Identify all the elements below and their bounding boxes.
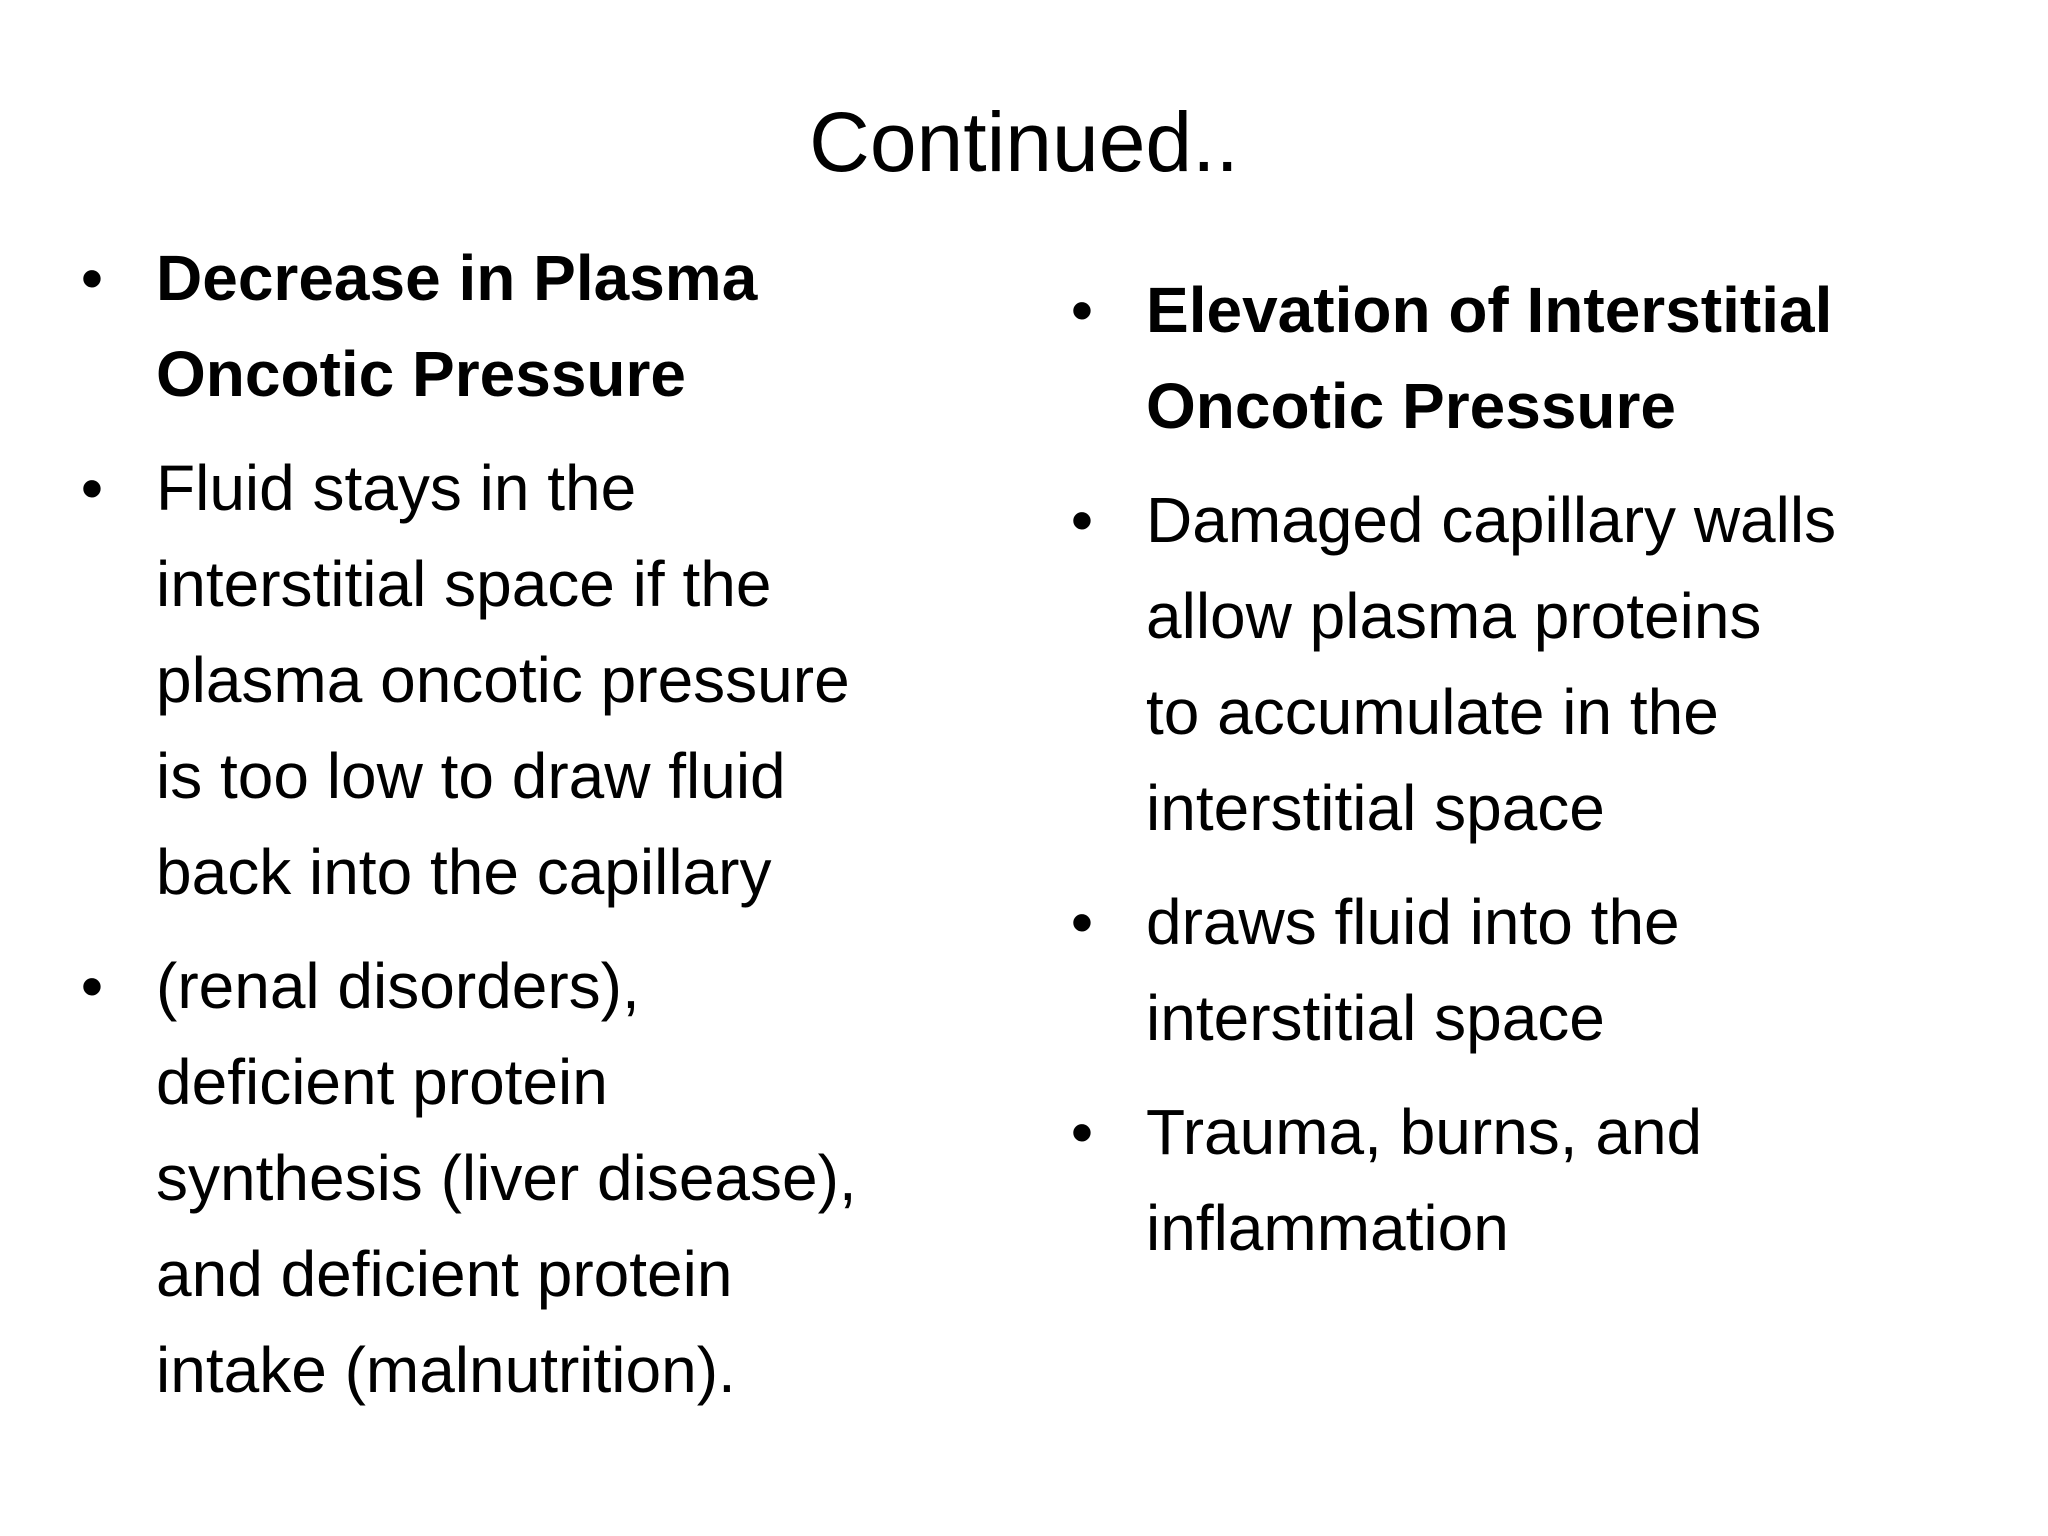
bullet-dot-icon <box>72 938 112 1034</box>
bullet-text: draws fluid into the interstitial space <box>1146 886 1680 1054</box>
bullet-dot-icon <box>72 230 112 326</box>
right-bullet-list <box>1062 262 2022 1294</box>
bullet-text: Trauma, burns, and inflammation <box>1146 1096 1703 1264</box>
bullet-dot-icon <box>1062 472 1102 568</box>
right-bullet-item <box>1062 1084 2022 1276</box>
right-bullet-heading <box>1062 262 2022 454</box>
left-bullet-list <box>72 230 972 1436</box>
bullet-text: Damaged capillary walls allow plasma proteins to accumulate in the interstitial space <box>1146 484 1837 844</box>
bullet-dot-icon <box>72 440 112 536</box>
right-bullet-item <box>1062 874 2022 1066</box>
bullet-dot-icon <box>1062 874 1102 970</box>
left-bullet-heading <box>72 230 972 422</box>
bullet-text: (renal disorders), deficient protein synthesis (liver disease), and deficient protein intake (malnutrition). <box>156 950 857 1406</box>
slide-title: Continued.. <box>809 95 1239 189</box>
right-bullet-item <box>1062 472 2022 856</box>
bullet-dot-icon <box>1062 1084 1102 1180</box>
left-bullet-item <box>72 440 972 920</box>
bullet-text: Decrease in Plasma Oncotic Pressure <box>156 242 758 410</box>
bullet-dot-icon <box>1062 262 1102 358</box>
bullet-text: Elevation of Interstitial Oncotic Pressure <box>1146 274 1833 442</box>
left-bullet-item <box>72 938 972 1418</box>
bullet-text: Fluid stays in the interstitial space if the plasma oncotic pressure is too low to draw fluid back into the capillary <box>156 452 850 908</box>
